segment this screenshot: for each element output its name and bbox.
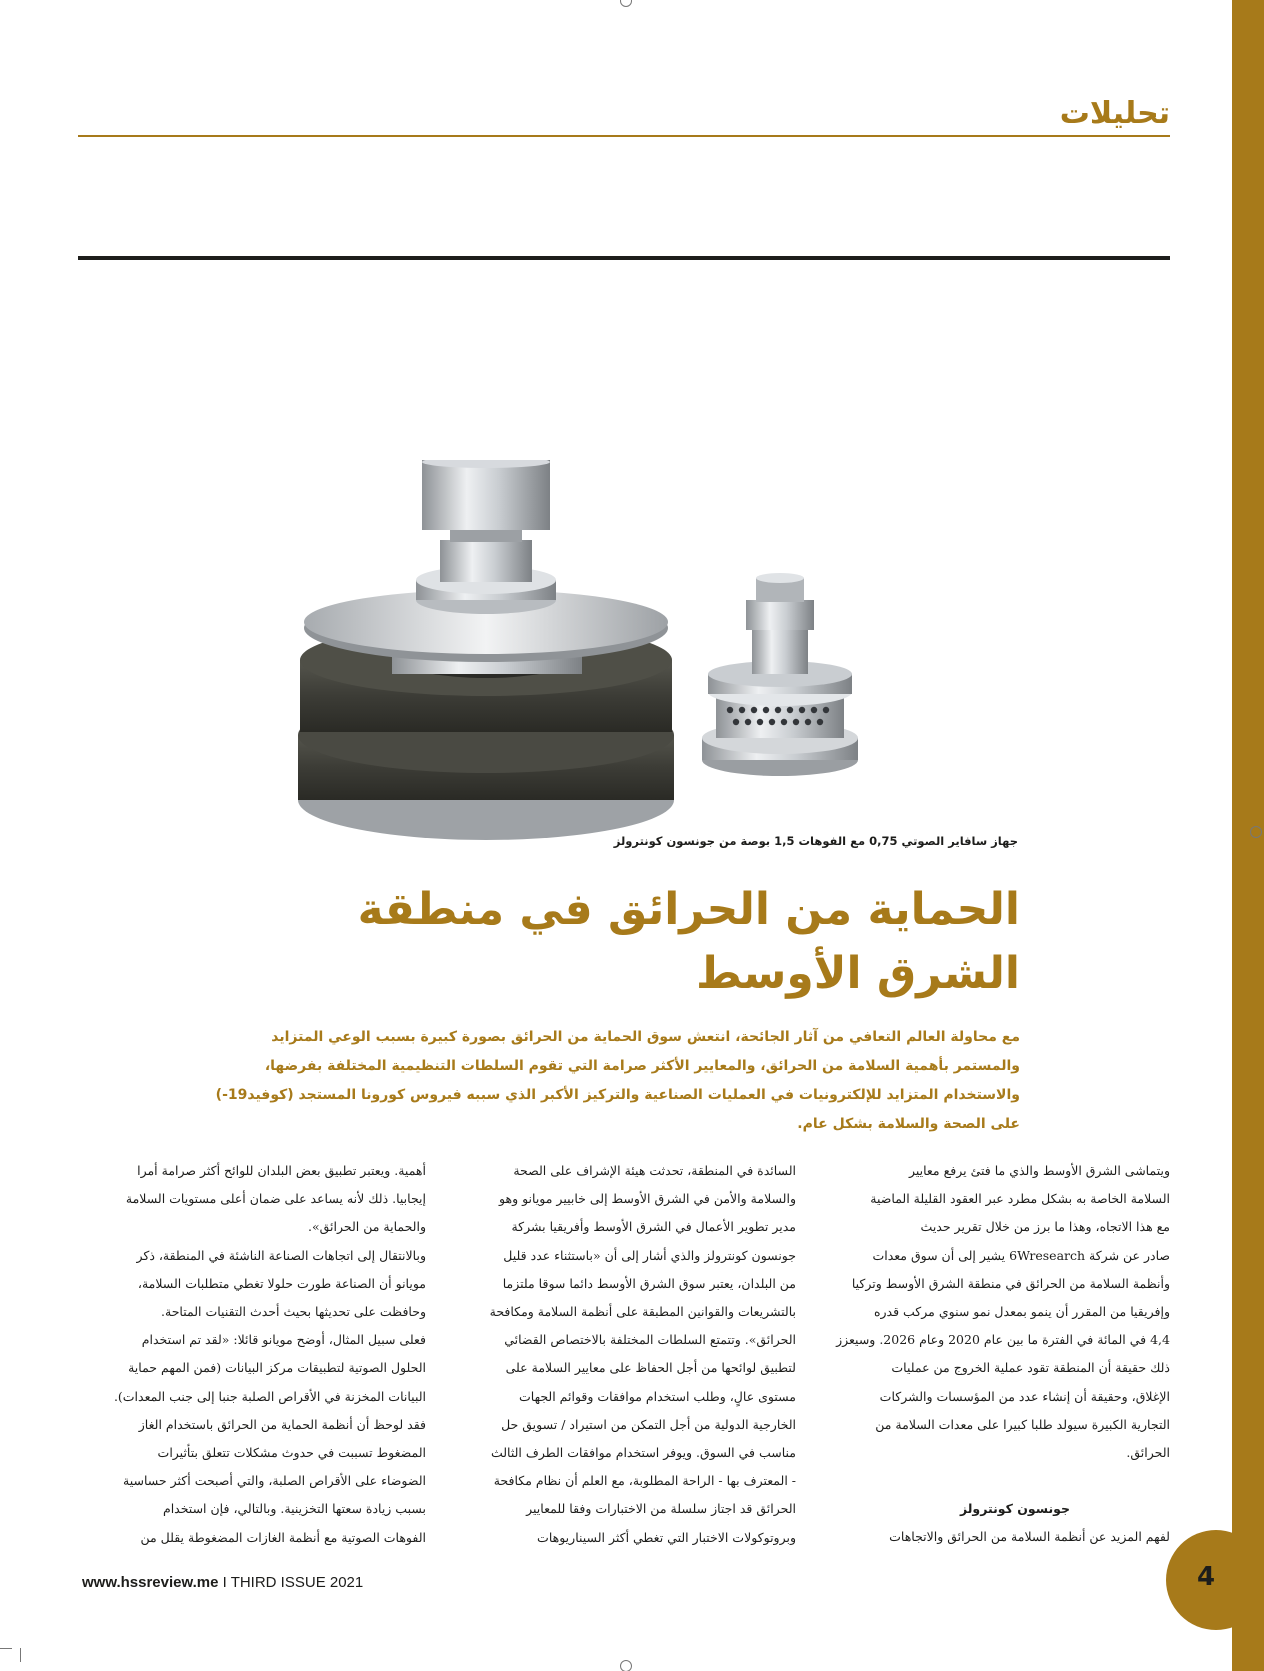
body-line: الحلول الصوتية لتطبيقات مركز البيانات (فمن المهم حماية: [128, 1360, 426, 1376]
product-photo: [290, 460, 930, 855]
section-divider: [78, 256, 1170, 260]
lead-line: والاستخدام المتزايد للإلكترونيات في العمليات الصناعية والتركيز الأكبر الذي سببه فيروس كورونا المستجد (كوفيد19-): [215, 1087, 1020, 1103]
body-line: مدير تطوير الأعمال في الشرق الأوسط وأفريقيا بشركة: [511, 1219, 796, 1235]
body-column-middle: [450, 1157, 796, 1552]
body-line: مويانو أن الصناعة طورت حلولا تغطي متطلبات السلامة،: [137, 1275, 426, 1291]
article-title: [357, 878, 1020, 1006]
body-line: الفوهات الصوتية مع أنظمة الغازات المضغوطة يقلل من: [140, 1529, 426, 1545]
byline: جونسون كونترولز: [959, 1501, 1070, 1517]
article-lead: [215, 1023, 1020, 1139]
body-line: الحرائق قد اجتاز سلسلة من الاختبارات وفقا للمعايير: [526, 1501, 796, 1517]
registration-mark: [620, 0, 632, 7]
footer-separator: I: [218, 1574, 231, 1591]
section-label: تحليلات: [1059, 96, 1170, 131]
header-rule: [78, 135, 1170, 137]
body-line: - المعترف بها - الراحة المطلوبة، مع العلم أن نظام مكافحة: [493, 1473, 796, 1489]
body-line: وحافظت على تحديثها بحيث أحدث التقنيات المتاحة.: [161, 1304, 426, 1320]
body-line: التجارية الكبيرة سيولد طلبا كبيرا على معدات السلامة من: [875, 1416, 1170, 1432]
body-line: مناسب في السوق. ويوفر استخدام موافقات الطرف الثالث: [490, 1445, 796, 1461]
lead-line: على الصحة والسلامة بشكل عام.: [797, 1116, 1020, 1132]
body-line: السلامة الخاصة به بشكل مطرد عبر العقود القليلة الماضية: [870, 1191, 1170, 1207]
lead-line: والمستمر بأهمية السلامة من الحرائق، والمعايير الأكثر صرامة التي تقوم السلطات التنظيمية المختلفة بفرضها،: [264, 1058, 1020, 1074]
body-line: الإغلاق، وحقيقة أن إنشاء عدد من المؤسسات والشركات: [879, 1388, 1170, 1404]
body-line: صادر عن شركة 6Wresearch يشير إلى أن سوق معدات: [872, 1247, 1170, 1263]
body-line: 4,4 في المائة في الفترة ما بين عام 2020 وعام 2026. وسيعزز: [836, 1332, 1170, 1348]
body-line: جونسون كونترولز والذي أشار إلى أن «باستثناء عدد قليل: [503, 1247, 796, 1263]
page-number: 4: [1196, 1562, 1216, 1592]
body-line: والسلامة والأمن في الشرق الأوسط إلى خابيير مويانو وهو: [499, 1191, 796, 1207]
body-line: الضوضاء على الأقراص الصلبة، والتي أصبحت أكثر حساسية: [123, 1473, 426, 1489]
footer-issue: THIRD ISSUE 2021: [230, 1574, 364, 1591]
body-line: ويتماشى الشرق الأوسط والذي ما فتئ يرفع معايير: [908, 1163, 1170, 1178]
body-line: الخارجية الدولية من أجل التمكن من استيراد / تسويق حل: [501, 1416, 796, 1432]
body-line: وإفريقيا من المقرر أن ينمو بمعدل نمو سنوي مركب قدره: [873, 1304, 1170, 1320]
body-line: وبالانتقال إلى اتجاهات الصناعة الناشئة في المنطقة، ذكر: [136, 1247, 426, 1263]
photo-caption: جهاز سافاير الصوتي 0,75 مع الفوهات 1,5 بوصة من جونسون كونترولز: [613, 834, 1018, 848]
body-line: المضغوط تسببت في حدوث مشكلات تتعلق بتأثيرات: [157, 1445, 426, 1461]
body-line: بسبب زيادة سعتها التخزينية. وبالتالي، فإن استخدام: [162, 1501, 426, 1517]
title-line: الحماية من الحرائق في منطقة: [357, 884, 1020, 935]
title-line: الشرق الأوسط: [696, 948, 1020, 999]
body-line: من البلدان، يعتبر سوق الشرق الأوسط دائما سوقا ملتزما: [502, 1275, 796, 1291]
crop-mark: [0, 1648, 12, 1649]
body-line: إيجابيا. ذلك لأنه يساعد على ضمان أعلى مستويات السلامة: [125, 1191, 426, 1207]
footer-site-link[interactable]: www.hssreview.me: [82, 1574, 219, 1591]
footer: [82, 1574, 442, 1591]
body-line: البيانات المخزنة في الأقراص الصلبة جنبا إلى جنب المعدات).: [113, 1388, 426, 1404]
body-column-left: [80, 1157, 426, 1552]
body-line: الحرائق.: [1126, 1445, 1170, 1461]
body-line: لفهم المزيد عن أنظمة السلامة من الحرائق والاتجاهات: [889, 1529, 1170, 1545]
registration-mark: [620, 1660, 632, 1671]
body-line: مستوى عالٍ، وطلب استخدام موافقات وقوائم الجهات: [519, 1388, 796, 1404]
body-line: والحماية من الحرائق».: [307, 1219, 426, 1235]
paragraph-gap: [824, 1467, 1170, 1495]
body-line: بالتشريعات والقوانين المطبقة على أنظمة السلامة ومكافحة: [489, 1304, 796, 1320]
body-line: أهمية. ويعتبر تطبيق بعض البلدان للوائح أكثر صرامة أمرا: [137, 1163, 426, 1178]
body-line: الحرائق». وتتمتع السلطات المختلفة بالاختصاص القضائي: [504, 1332, 796, 1348]
body-line: فقد لوحظ أن أنظمة الحماية من الحرائق باستخدام الغاز: [138, 1416, 426, 1432]
crop-mark: [20, 1648, 21, 1662]
body-line: ذلك حقيقة أن المنطقة تقود عملية الخروج من عمليات: [891, 1360, 1170, 1376]
registration-mark: [1250, 826, 1262, 838]
body-line: لتطبيق لوائحها من أجل الحفاظ على معايير السلامة على: [505, 1360, 796, 1376]
body-line: مع هذا الاتجاه، وهذا ما برز من خلال تقرير حديث: [920, 1219, 1170, 1235]
body-column-right: [824, 1157, 1170, 1552]
body-line: وأنظمة السلامة من الحرائق في منطقة الشرق الأوسط وتركيا: [851, 1275, 1170, 1291]
body-line: وبروتوكولات الاختبار التي تغطي أكثر السيناريوهات: [537, 1529, 796, 1545]
lead-line: مع محاولة العالم التعافي من آثار الجائحة، انتعش سوق الحماية من الحرائق بصورة كبيرة بسبب الوعي المتزايد: [271, 1029, 1020, 1045]
body-line: السائدة في المنطقة، تحدثت هيئة الإشراف على الصحة: [513, 1163, 796, 1178]
body-line: فعلى سبيل المثال، أوضح مويانو قائلا: «لقد تم استخدام: [141, 1332, 426, 1348]
